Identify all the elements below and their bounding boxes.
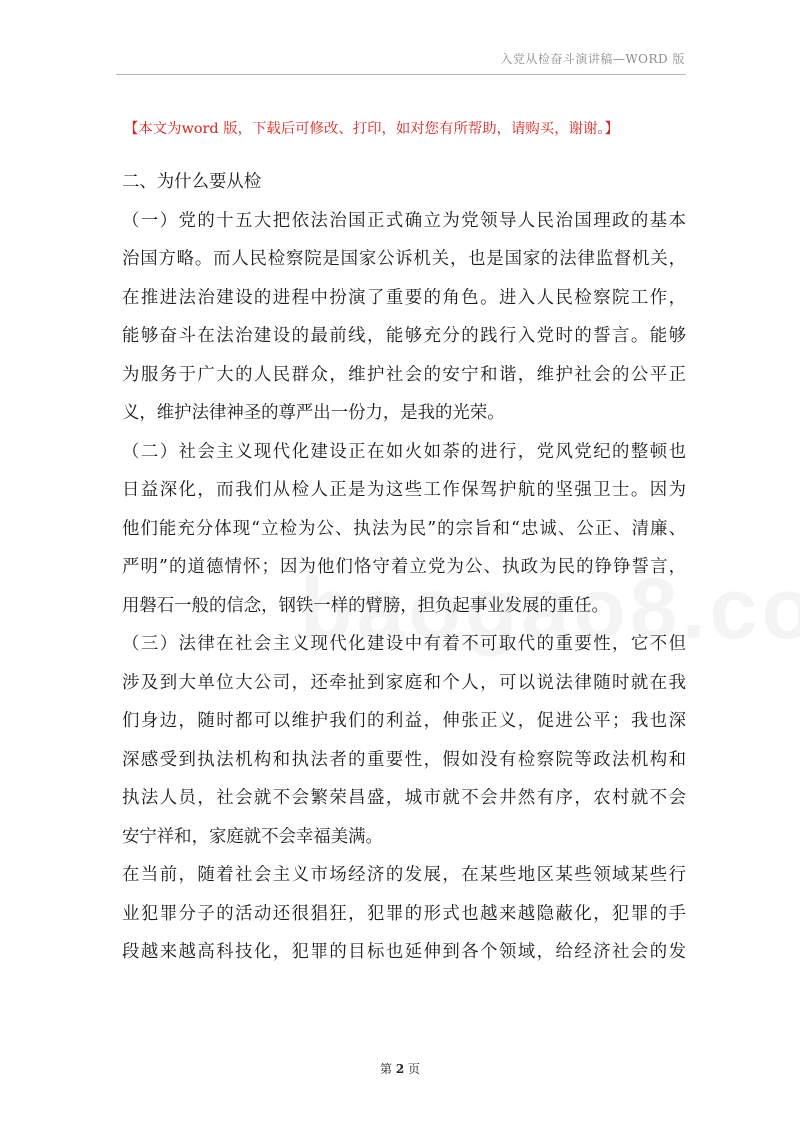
paragraph-line: 执法人员，社会就不会繁荣昌盛，城市就不会井然有序，农村就不会 [122, 788, 686, 808]
paragraph-3 [122, 625, 686, 856]
header-divider [116, 74, 686, 75]
document-body [122, 163, 686, 972]
paragraph-line: （一）党的十五大把依法治国正式确立为党领导人民治国理政的基本 [122, 210, 686, 231]
page-number: 2 [395, 1062, 405, 1076]
paragraph-line: 涉及到大单位大公司，还牵扯到家庭和个人，可以说法律随时就在我 [122, 672, 686, 693]
paragraph-line: 用磐石一般的信念，钢铁一样的臂膀，担负起事业发展的重任。 [122, 595, 609, 616]
paragraph-line: 义，维护法律神圣的尊严出一份力，是我的光荣。 [122, 403, 505, 423]
paragraph-line: （二）社会主义现代化建设正在如火如荼的进行，党风党纪的整顿也 [122, 441, 686, 462]
paragraph-line: 们身边，随时都可以维护我们的利益，伸张正义，促进公平；我也深 [122, 711, 686, 731]
paragraph-4 [122, 856, 686, 972]
paragraph-line: 治国方略。而人民检察院是国家公诉机关，也是国家的法律监督机关， [122, 249, 686, 269]
paragraph-line: 为服务于广大的人民群众，维护社会的安宁和谐，维护社会的公平正 [122, 364, 686, 385]
paragraph-line: 在推进法治建设的进程中扮演了重要的角色。进入人民检察院工作， [122, 287, 686, 308]
paragraph-line: 他们能充分体现“立检为公、执法为民”的宗旨和“忠诚、公正、清廉、 [122, 518, 686, 539]
footer-suffix: 页 [408, 1062, 421, 1076]
paragraph-line: 段越来越高科技化，犯罪的目标也延伸到各个领域，给经济社会的发 [122, 942, 686, 962]
paragraph-1 [122, 202, 686, 433]
running-header: 入党从检奋斗演讲稿—WORD 版 [500, 52, 685, 66]
paragraph-line: 日益深化，而我们从检人正是为这些工作保驾护航的坚强卫士。因为 [122, 480, 686, 500]
paragraph-line: 在当前，随着社会主义市场经济的发展，在某些地区某些领域某些行 [122, 865, 686, 885]
footer-prefix: 第 [379, 1062, 392, 1076]
paragraph-2 [122, 433, 686, 626]
paragraph-line: 能够奋斗在法治建设的最前线，能够充分的践行入党时的誓言。能够 [122, 326, 686, 346]
section-heading: 二、为什么要从检 [122, 172, 262, 192]
purchase-notice: 【本文为word 版，下载后可修改、打印，如对您有所帮助，请购买，谢谢。】 [124, 121, 619, 137]
paragraph-line: （三）法律在社会主义现代化建设中有着不可取代的重要性，它不但 [122, 634, 686, 654]
paragraph-line: 严明”的道德情怀；因为他们恪守着立党为公、执政为民的铮铮誓言， [122, 557, 686, 577]
paragraph-line: 深感受到执法机构和执法者的重要性，假如没有检察院等政法机构和 [122, 749, 686, 770]
paragraph-line: 安宁祥和，家庭就不会幸福美满。 [122, 826, 383, 847]
page-footer [0, 1060, 800, 1077]
paragraph-line: 业犯罪分子的活动还很猖狂，犯罪的形式也越来越隐蔽化，犯罪的手 [122, 903, 686, 924]
